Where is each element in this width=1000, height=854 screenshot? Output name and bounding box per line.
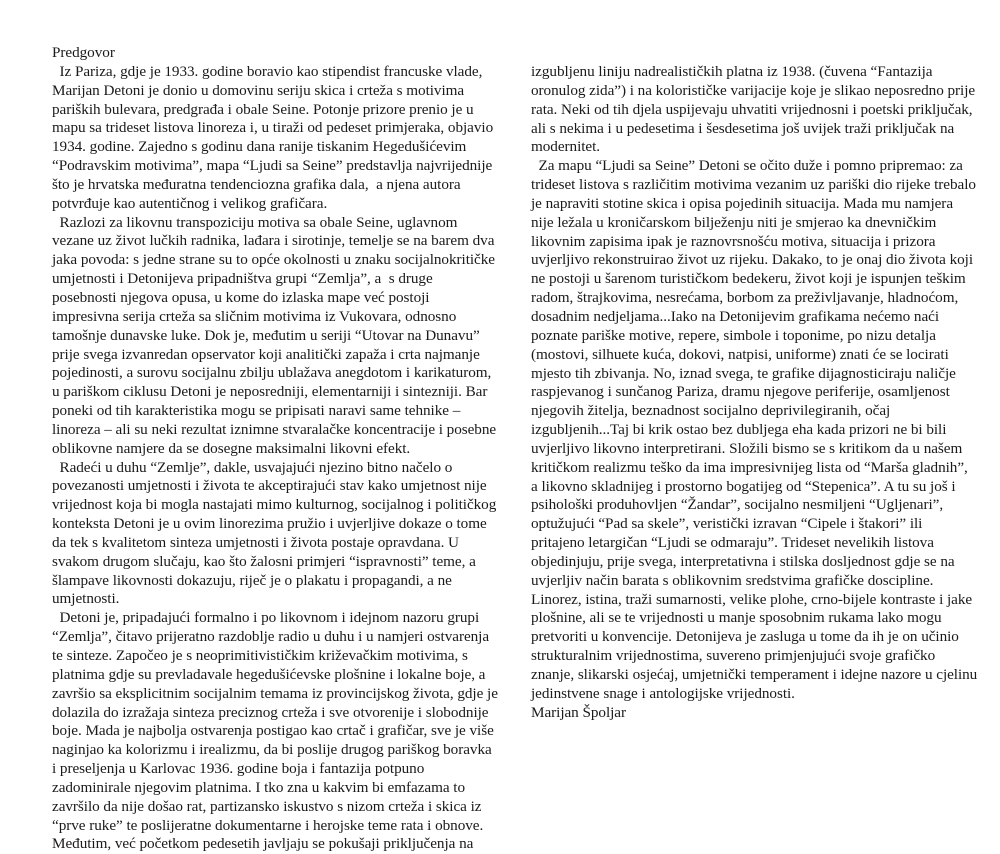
left-column-text-line: impresivna serija crteža sa sličnim motivima iz Vukovara, odnosno: [52, 307, 457, 325]
left-column-text-line: umjetnosti.: [52, 590, 120, 608]
left-column-text-line: Iz Pariza, gdje je 1933. godine boravio kao stipendist francuske vlade,: [52, 62, 483, 80]
left-column-text-line: povezanosti umjetnosti i života te akceptirajući stav kako umjetnost nije: [52, 477, 487, 495]
author-signature: Marijan Špoljar: [531, 703, 626, 721]
left-column-text-line: Razlozi za likovnu transpoziciju motiva sa obale Seine, uglavnom: [52, 213, 458, 231]
left-column-text-line: Međutim, već početkom pedesetih javljaju se pokušaji priključenja na: [52, 835, 474, 853]
right-column-text-line: optužujući “Pad sa skele”, veristički izravan “Cipele i štakori” ili: [531, 515, 923, 533]
left-column-text-line: “Podravskim motivima”, mapa “Ljudi sa Seine” predstavlja najvrijednije: [52, 157, 493, 175]
left-column-text-line: da tek s kvalitetom sinteza umjetnosti i života postaje opravdana. U: [52, 533, 459, 551]
right-column-text-line: uvjerljivo likovno interpretirani. Složili bismo se s kritikom da u našem: [531, 439, 963, 457]
left-column-text-line: Marijan Detoni je donio u domovinu seriju skica i crteža s motivima: [52, 81, 465, 99]
right-column-text-line: kritičkom realizmu teško da ima impresivnijeg lista od “Marša gladnih”,: [531, 458, 968, 476]
left-column-text-line: boje. Mada je najbolja ostvarenja postigao kao crtač i grafičar, sve je više: [52, 722, 494, 740]
left-column-text-line: platnima gdje su prevladavale hegedušićevske plošnine i lokalne boje, a: [52, 665, 486, 683]
right-column-text-line: dosadnim nedjeljama...Iako na Detonijevim grafikama nećemo naći: [531, 307, 940, 325]
left-column-text-line: umjetnosti i Detonijeva pripadništva grupi “Zemlja”, a s druge: [52, 270, 433, 288]
left-column-text-line: vrijednost koja bi mogla nastajati mimo kulturnog, socijalnog i političkog: [52, 496, 497, 514]
left-column-text-line: naginjao ka kolorizmu i irealizmu, da bi poslije drugog pariškog boravka: [52, 741, 492, 759]
right-column-text-line: oronulog zida”) i na kolorističke varijacije koje je slikao neposredno prije: [531, 81, 976, 99]
right-page-column: [531, 63, 981, 723]
right-column-text-line: radom, štrajkovima, nesrećama, borbom za preživljavanje, hladnoćom,: [531, 289, 959, 307]
right-column-text-line: jedinstvene snage i antologijske vrijednosti.: [531, 684, 795, 702]
right-column-text-line: je napraviti stotine skica i opisa pojedinih situacija. Mada mu namjera: [531, 194, 954, 212]
left-column-text-line: što je hrvatska međuratna tendenciozna grafika dala, a njena autora: [52, 175, 461, 193]
left-column-text-line: dolazila do izražaja sinteza preciznog crteža i sve otvorenije i slobodnije: [52, 703, 489, 721]
left-column-text-line: poneki od tih karakteristika mogu se pripisati naravi same tehnike –: [52, 402, 461, 420]
left-column-text-line: linoreza – ali su neki rezultat iznimne stvaralačke koncentracije i posebne: [52, 420, 497, 438]
left-column-text-line: i preseljenja u Karlovac 1936. godine boja i fantazija potpuno: [52, 760, 425, 778]
right-column-text-line: (mostovi, silhuete kuća, dokovi, natpisi, uniforme) znati će se locirati: [531, 345, 949, 363]
left-column-text-line: potvrđuje kao autentičnog i velikog grafičara.: [52, 194, 328, 212]
left-column-text-line: završilo da nije došao rat, partizansko iskustvo s nizom crteža i skica iz: [52, 797, 482, 815]
left-column-text-line: pojedinosti, a surovu socijalnu zbilju ublažava anegdotom i karikaturom,: [52, 364, 492, 382]
right-column-text-line: Linorez, istina, traži sumarnosti, velike plohe, crno-bijele kontraste i jake: [531, 590, 973, 608]
right-column-text-line: uvjerljivo rekonstruirao život uz rijeku. Dakako, to je onaj dio života koji: [531, 251, 974, 269]
right-column-text-line: likovnim zapisima ipak je raznovrsnošću motiva, situacija i prizora: [531, 232, 936, 250]
right-column-text-line: strukturalnim vrijednostima, suvereno primjenjujući svoje grafičko: [531, 647, 936, 665]
left-column-text-line: vezane uz život lučkih radnika, lađara i sirotinje, temelje se na barem dva: [52, 232, 495, 250]
left-column-text-line: zadominirale njegovim platnima. I tko zna u kakvim bi emfazama to: [52, 778, 466, 796]
left-column-text-line: konteksta Detoni je u ovim linorezima pružio i uvjerljive dokaze o tome: [52, 515, 487, 533]
left-column-text-line: jaka povoda: s jedne strane su to opće okolnosti u znaku socijalnokritičke: [52, 251, 495, 269]
right-column-text-line: pritajeno letargičan “Ljudi se odmaraju”. Trideset nevelikih listova: [531, 534, 934, 552]
right-column-text-line: izgubljenih...Taj bi krik ostao bez dubljega eha kada prizori ne bi bili: [531, 421, 947, 439]
right-column-text-line: trideset listova s različitim motivima vezanim uz pariški dio rijeke trebalo: [531, 176, 976, 194]
left-column-text-line: posebnosti njegova opusa, u kome do izlaska mape već postoji: [52, 288, 430, 306]
left-column-text-line: oblikovne namjere da se dosegne maksimalni likovni efekt.: [52, 439, 411, 457]
right-column-text-line: mjesto tih zbivanja. No, iznad svega, te grafike dijagnosticiraju naličje: [531, 364, 956, 382]
right-column-text-line: poznate pariške motive, repere, simbole i toponime, po nizu detalja: [531, 326, 936, 344]
right-column-text-line: izgubljenu liniju nadrealističkih platna iz 1938. (čuvena “Fantazija: [531, 63, 933, 80]
left-column-text-line: te sinteze. Započeo je s neoprimitivističkim križevačkim motivima, s: [52, 647, 468, 664]
right-column-text-line: psihološki produhovljen “Žandar”, socijalno nesmiljeni “Ugljenari”,: [531, 496, 944, 514]
left-column-text-line: u pariškom ciklusu Detoni je neposredniji, elementarniji i sintezniji. Bar: [52, 383, 488, 401]
right-column-text-line: rata. Neki od tih djela uspijevaju uhvatiti vrijednosni i poetski priključak,: [531, 100, 973, 118]
right-column-text-line: a likovno skladnijeg i prostorno bogatijeg od “Stepenica”. A tu su još i: [531, 477, 956, 495]
right-column-text-line: ne postoji u šarenom turističkom bedekeru, život koji je ispunjen teškim: [531, 270, 966, 288]
right-column-text-line: plošnine, ali se te vrijednosti u manje sposobnim rukama lako mogu: [531, 609, 942, 627]
left-column-text-line: 1934. godine. Zajedno s godinu dana ranije tiskanim Hegedušićevim: [52, 138, 467, 156]
right-column-text-line: znanje, slikarski osjećaj, umjetnički temperament i idejne nazore u cjelinu: [531, 666, 978, 683]
right-column-text-line: Za mapu “Ljudi sa Seine” Detoni se očito duže i pomno pripremao: za: [531, 157, 963, 175]
left-column-text-line: mapu sa trideset listova linoreza i, u tiraži od pedeset primjeraka, objavio: [52, 119, 494, 137]
left-column-text-line: “prve ruke” te poslijeratne dokumentarne i herojske teme rata i obnove.: [52, 816, 484, 834]
left-column-text-line: prije svega izvanredan opservator koji analitički zapaža i crta najmanje: [52, 345, 480, 363]
left-column-text-line: šlampave likovnosti dokazuju, riječ je o plakatu i propagandi, a ne: [52, 571, 452, 589]
right-column-text-line: pretvoriti u konvencije. Detonijeva je zasluga u tome da ih je on učinio: [531, 628, 959, 646]
left-column-text-line: tamošnje dunavske luke. Dok je, međutim u seriji “Utovar na Dunavu”: [52, 326, 480, 344]
left-column-text-line: pariških bulevara, predgrađa i obale Seine. Potonje prizore prenio je u: [52, 100, 474, 118]
right-column-text-line: raspjevanog i sunčanog Pariza, dramu njegove periferije, osamljenost: [531, 383, 950, 401]
right-column-text-line: modernitet.: [531, 138, 601, 156]
left-column-text-line: “Zemlja”, čitavo prijeratno razdoblje radio u duhu i u namjeri ostvarenja: [52, 628, 490, 646]
right-column-text-line: objedinjuju, prije svega, interpretativna i stilska dosljednost gdje se na: [531, 552, 955, 570]
left-column-text-line: Radeći u duhu “Zemlje”, dakle, usvajajući njezino bitno načelo o: [52, 458, 453, 476]
right-column-text-line: njegovih žitelja, beznadnost socijalno deprivilegiranih, očaj: [531, 402, 891, 420]
preface-heading: Predgovor: [52, 44, 115, 61]
left-column-text-line: završio sa eksplicitnim socijalnim temama iz provincijskog života, gdje je: [52, 684, 498, 702]
right-column-text-line: nije ležala u kroničarskom bilježenju niti je smjerao ka dnevničkim: [531, 213, 937, 231]
left-column-text-line: Detoni je, pripadajući formalno i po likovnom i idejnom nazoru grupi: [52, 609, 480, 627]
left-column-text-line: svakom drugom slučaju, kao što žalosni primjeri “ispravnosti” teme, a: [52, 552, 476, 570]
left-page-column: [52, 44, 497, 854]
right-column-text-line: uvjerljiv način barata s oblikovnim sredstvima grafičke doscipline.: [531, 571, 934, 589]
right-column-text-line: ali s nekima i u pedesetima i šesdesetima još uvijek traži priključak na: [531, 119, 955, 137]
